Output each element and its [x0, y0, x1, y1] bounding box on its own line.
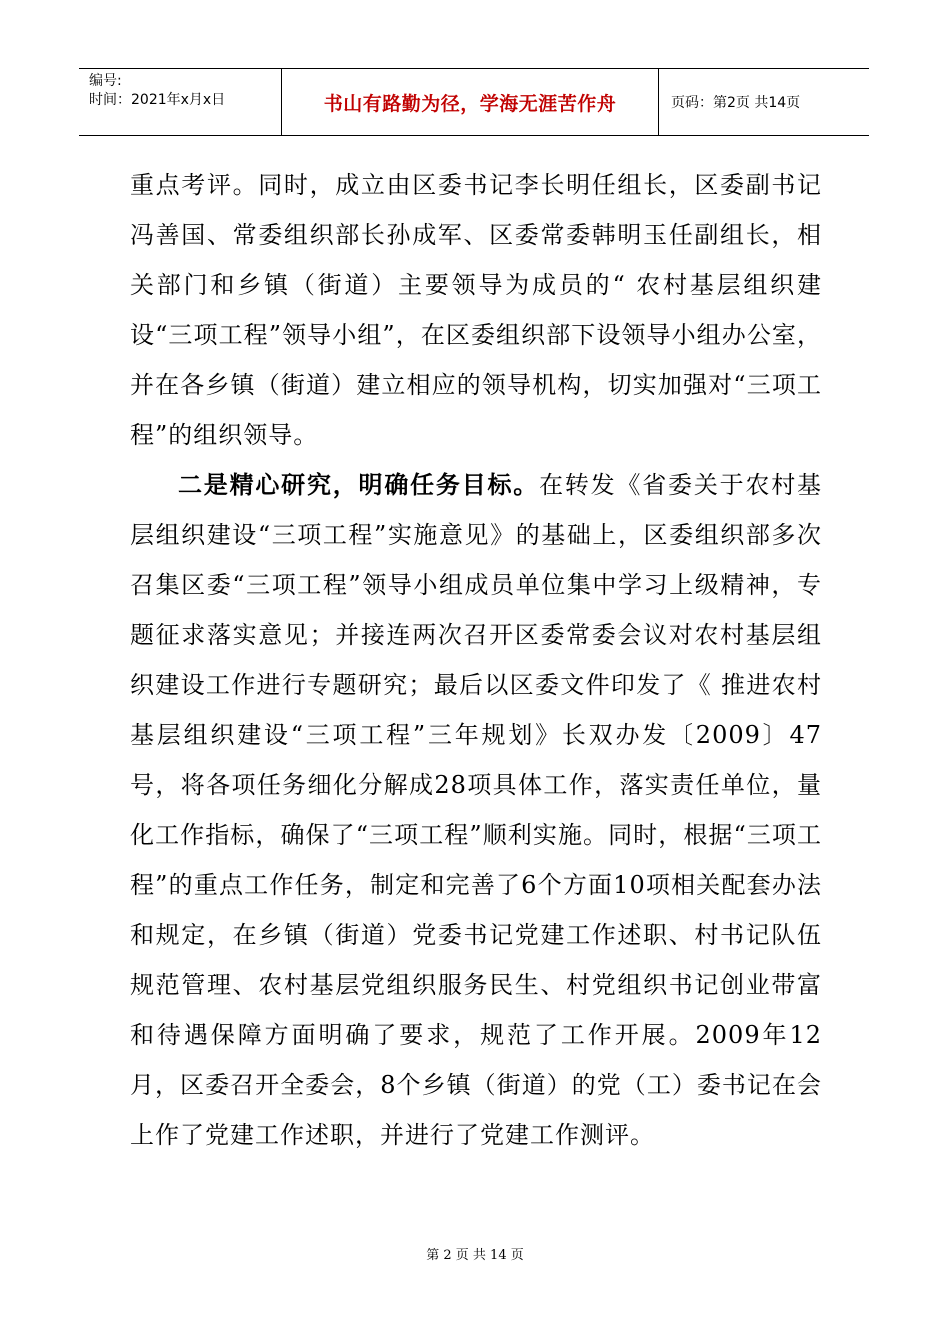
paragraph-2-lead: 二是精心研究，明确任务目标。 [178, 470, 540, 499]
paragraph-1-text: 重点考评。同时，成立由区委书记李长明任组长，区委副书记冯善国、常委组织部长孙成军、区委常委韩明玉任副组长，相关部门和乡镇（街道）主要领导为成员的“ 农村基层组织建设“三项工程”领导小组”，在区委组织部下设领导小组办公室，并在各乡镇（街道）建立相应的领导机构，切实加强对“三项工程”的组织领导。 [130, 171, 822, 449]
page-footer: 第 2 页 共 14 页 [426, 1248, 524, 1263]
paragraph-2-text: 在转发《省委关于农村基层组织建设“三项工程”实施意见》的基础上，区委组织部多次召集区委“三项工程”领导小组成员单位集中学习上级精神，专题征求落实意见；并接连两次召开区委常委会议对农村基层组织建设工作进行专题研究；最后以区委文件印发了《 推进农村基层组织建设“三项工程”三年规划》长双办发〔2009〕47号，将各项任务细化分解成28项具体工作，落实责任单位，量化工作指标，确保了“三项工程”顺利实施。同时，根据“三项工程”的重点工作任务，制定和完善了6个方面10项相关配套办法和规定，在乡镇（街道）党委书记党建工作述职、村书记队伍规范管理、农村基层党组织服务民生、村党组织书记创业带富和待遇保障方面明确了要求，规范了工作开展。2009年12月，区委召开全委会，8个乡镇（街道）的党（工）委书记在会上作了党建工作述职，并进行了党建工作测评。 [130, 471, 823, 1149]
header-meta [79, 69, 282, 135]
header-motto: 书山有路勤为径，学海无涯苦作舟 [282, 69, 659, 135]
paragraph-1 [130, 160, 822, 460]
time-label: 时间：2021年x月x日 [89, 92, 226, 108]
header-page-code: 页码：第2页 共14页 [671, 95, 801, 111]
document-body [130, 160, 822, 1160]
page-header [79, 68, 869, 136]
paragraph-2 [130, 460, 822, 1160]
number-label: 编号: [89, 73, 122, 89]
